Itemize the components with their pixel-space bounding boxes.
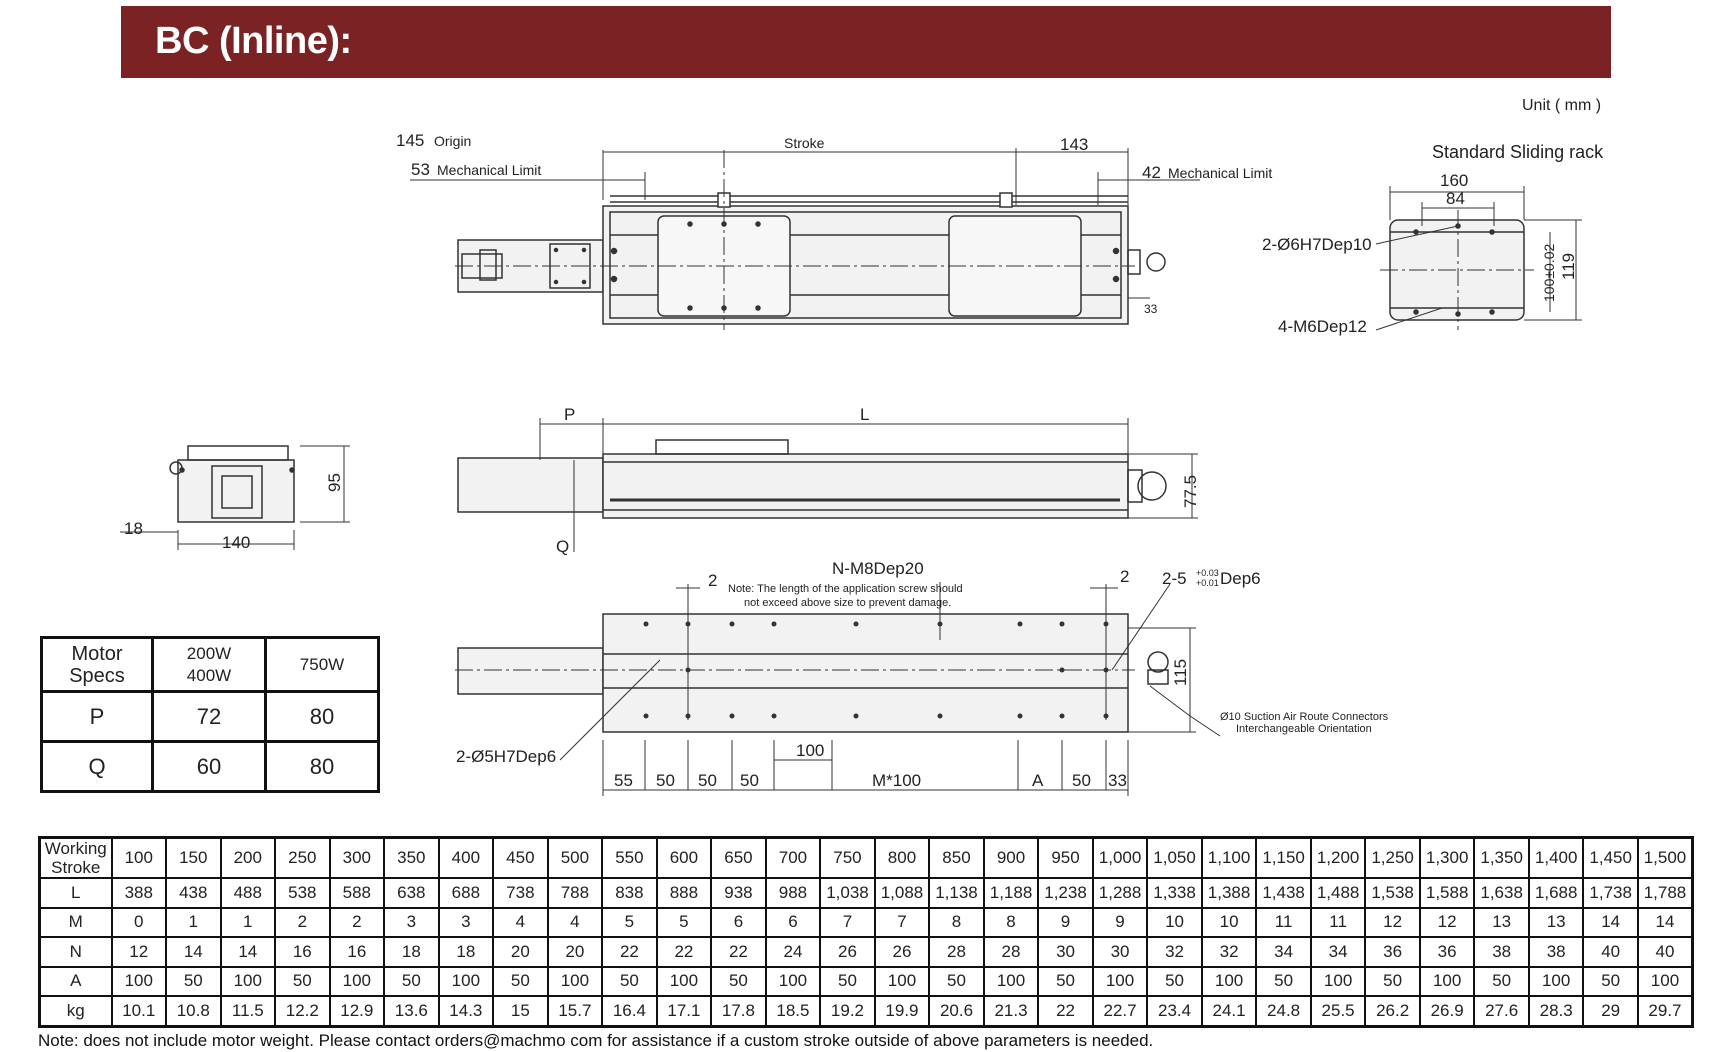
spec-cell: 1 <box>221 908 276 938</box>
spec-cell: 400 <box>439 838 494 879</box>
spec-cell: 22 <box>602 937 657 967</box>
p-750w-value: 80 <box>266 692 379 742</box>
spec-cell: 18 <box>439 937 494 967</box>
spec-cell: 988 <box>766 878 821 908</box>
spec-cell: 14 <box>166 937 221 967</box>
pin-right-prefix: 2-5 <box>1162 569 1187 588</box>
spec-cell: 50 <box>493 967 548 997</box>
spec-cell: 100 <box>1638 967 1693 997</box>
spec-cell: 50 <box>166 967 221 997</box>
spec-cell: 3 <box>384 908 439 938</box>
spec-cell: 50 <box>820 967 875 997</box>
spec-cell: 24.8 <box>1256 996 1311 1026</box>
q-200-400w-value: 60 <box>153 742 266 792</box>
stroke-label: Stroke <box>784 135 825 151</box>
spec-cell: 1,288 <box>1093 878 1148 908</box>
spec-row-label: A <box>40 967 112 997</box>
spec-cell: 1,150 <box>1256 838 1311 879</box>
spec-cell: 100 <box>1420 967 1475 997</box>
spec-cell: 18.5 <box>766 996 821 1026</box>
spec-cell: 50 <box>1147 967 1202 997</box>
bottom-dim-33: 33 <box>1108 771 1127 790</box>
spec-cell: 29.7 <box>1638 996 1693 1026</box>
spec-cell: 1,688 <box>1529 878 1584 908</box>
spec-cell: 32 <box>1147 937 1202 967</box>
spec-cell: 650 <box>711 838 766 879</box>
air-line-1: Ø10 Suction Air Route Connectors <box>1220 711 1389 723</box>
spec-cell: 538 <box>275 878 330 908</box>
spec-cell: 15.7 <box>548 996 603 1026</box>
spec-cell: 888 <box>657 878 712 908</box>
spec-cell: 16.4 <box>602 996 657 1026</box>
spec-cell: 500 <box>548 838 603 879</box>
spec-cell: 0 <box>112 908 167 938</box>
spec-cell: 30 <box>1038 937 1093 967</box>
spec-cell: 588 <box>330 878 385 908</box>
dim-100: 100 <box>796 741 825 760</box>
spec-cell: 10 <box>1202 908 1257 938</box>
spec-cell: 20.6 <box>929 996 984 1026</box>
bottom-dim-55: 55 <box>614 771 633 790</box>
spec-cell: 34 <box>1256 937 1311 967</box>
spec-cell: 16 <box>330 937 385 967</box>
spec-cell: 24.1 <box>1202 996 1257 1026</box>
spec-cell: 11 <box>1256 908 1311 938</box>
spec-cell: 900 <box>984 838 1039 879</box>
spec-cell: 850 <box>929 838 984 879</box>
spec-cell: 800 <box>875 838 930 879</box>
spec-cell: 21.3 <box>984 996 1039 1026</box>
bottom-dim-m100: M*100 <box>872 771 922 790</box>
spec-cell: 450 <box>493 838 548 879</box>
spec-cell: 12 <box>112 937 167 967</box>
spec-row-label: L <box>40 878 112 908</box>
spec-cell: 17.8 <box>711 996 766 1026</box>
spec-cell: 36 <box>1420 937 1475 967</box>
bottom-dim-50-b: 50 <box>698 771 717 790</box>
spec-cell: 388 <box>112 878 167 908</box>
p-label: P <box>564 405 576 424</box>
spec-cell: 11.5 <box>221 996 276 1026</box>
motor-200-400w-header: 200W 400W <box>153 638 266 692</box>
spec-cell: 700 <box>766 838 821 879</box>
spec-cell: 50 <box>384 967 439 997</box>
spec-cell: 8 <box>929 908 984 938</box>
spec-cell: 22 <box>1038 996 1093 1026</box>
spec-row-a <box>40 967 1693 997</box>
spec-cell: 50 <box>1038 967 1093 997</box>
spec-cell: 550 <box>602 838 657 879</box>
mech-limit-right-dim: 42 <box>1142 163 1161 182</box>
p-200-400w-value: 72 <box>153 692 266 742</box>
spec-cell: 100 <box>766 967 821 997</box>
spec-cell: 14 <box>221 937 276 967</box>
spec-cell: 1,050 <box>1147 838 1202 879</box>
unit-label: Unit ( mm ) <box>1522 97 1602 114</box>
bottom-dim-50-c: 50 <box>740 771 759 790</box>
spec-cell: 9 <box>1093 908 1148 938</box>
end-width-dim: 140 <box>222 533 251 552</box>
spec-cell: 1,400 <box>1529 838 1584 879</box>
spec-cell: 1,638 <box>1474 878 1529 908</box>
page-title: BC (Inline): <box>155 20 352 62</box>
motor-specs-header: Motor Specs <box>42 638 153 692</box>
spec-cell: 1 <box>166 908 221 938</box>
spec-cell: 19.2 <box>820 996 875 1026</box>
spec-cell: 24 <box>766 937 821 967</box>
spec-cell: 18 <box>384 937 439 967</box>
spec-cell: 950 <box>1038 838 1093 879</box>
spec-cell: 1,088 <box>875 878 930 908</box>
spec-cell: 10 <box>1147 908 1202 938</box>
spec-cell: 12 <box>1365 908 1420 938</box>
spec-cell: 1,488 <box>1311 878 1366 908</box>
spec-cell: 5 <box>602 908 657 938</box>
spec-cell: 1,500 <box>1638 838 1693 879</box>
air-line-2: Interchangeable Orientation <box>1236 723 1372 735</box>
pin-right-suffix: Dep6 <box>1220 569 1261 588</box>
spec-cell: 100 <box>1093 967 1148 997</box>
spec-cell: 1,300 <box>1420 838 1475 879</box>
spec-cell: 1,338 <box>1147 878 1202 908</box>
q-row-label: Q <box>42 742 153 792</box>
spec-cell: 100 <box>984 967 1039 997</box>
spec-cell: 38 <box>1529 937 1584 967</box>
spec-cell: 13 <box>1529 908 1584 938</box>
spec-cell: 1,438 <box>1256 878 1311 908</box>
q-750w-value: 80 <box>266 742 379 792</box>
origin-label: Origin <box>434 133 472 149</box>
spec-cell: 488 <box>221 878 276 908</box>
spec-cell: 688 <box>439 878 494 908</box>
spec-cell: 17.1 <box>657 996 712 1026</box>
spec-cell: 19.9 <box>875 996 930 1026</box>
mech-limit-right-label: Mechanical Limit <box>1168 165 1273 181</box>
spec-row-label: N <box>40 937 112 967</box>
right-dim: 143 <box>1060 135 1089 154</box>
spec-cell: 100 <box>548 967 603 997</box>
spec-cell: 100 <box>112 838 167 879</box>
spec-cell: 50 <box>1583 967 1638 997</box>
spec-cell: 20 <box>548 937 603 967</box>
mech-limit-left-dim: 53 <box>411 160 430 179</box>
spec-cell: 14 <box>1583 908 1638 938</box>
spec-cell: 12.2 <box>275 996 330 1026</box>
spec-cell: 1,000 <box>1093 838 1148 879</box>
rack-height-inner: 100±0.02 <box>1541 243 1557 302</box>
spec-cell: 2 <box>330 908 385 938</box>
spec-cell: 750 <box>820 838 875 879</box>
spec-cell: 7 <box>820 908 875 938</box>
spec-cell: 50 <box>1256 967 1311 997</box>
pin-left-label: 2-Ø5H7Dep6 <box>456 747 557 766</box>
spec-cell: 29 <box>1583 996 1638 1026</box>
spec-cell: 7 <box>875 908 930 938</box>
sliding-rack-title: Standard Sliding rack <box>1432 142 1604 162</box>
note-line-1: Note: The length of the application screw should <box>728 583 963 595</box>
spec-cell: 200 <box>221 838 276 879</box>
spec-cell: 22.7 <box>1093 996 1148 1026</box>
spec-row-n <box>40 937 1693 967</box>
spec-cell: 50 <box>1474 967 1529 997</box>
spec-cell: 8 <box>984 908 1039 938</box>
spec-cell: 40 <box>1638 937 1693 967</box>
side-view <box>458 418 1198 552</box>
spec-cell: 16 <box>275 937 330 967</box>
spec-cell: 100 <box>1529 967 1584 997</box>
spec-row-working-stroke <box>40 838 1693 879</box>
rack-height-outer: 119 <box>1559 252 1578 280</box>
spec-cell: 34 <box>1311 937 1366 967</box>
l-label: L <box>860 405 870 424</box>
spec-cell: 6 <box>766 908 821 938</box>
spec-row-label: Working Stroke <box>40 838 112 879</box>
spec-cell: 2 <box>275 908 330 938</box>
spec-cell: 938 <box>711 878 766 908</box>
connector-dim: 33 <box>1144 302 1158 316</box>
spec-cell: 1,450 <box>1583 838 1638 879</box>
spec-row-m <box>40 908 1693 938</box>
spec-cell: 838 <box>602 878 657 908</box>
spec-cell: 30 <box>1093 937 1148 967</box>
spec-cell: 1,200 <box>1311 838 1366 879</box>
spec-cell: 1,250 <box>1365 838 1420 879</box>
spec-cell: 5 <box>657 908 712 938</box>
spec-cell: 638 <box>384 878 439 908</box>
spec-cell: 27.6 <box>1474 996 1529 1026</box>
spec-cell: 28.3 <box>1529 996 1584 1026</box>
spec-cell: 20 <box>493 937 548 967</box>
spec-cell: 1,100 <box>1202 838 1257 879</box>
spec-cell: 28 <box>984 937 1039 967</box>
spec-cell: 14.3 <box>439 996 494 1026</box>
spec-cell: 50 <box>1365 967 1420 997</box>
spec-cell: 22 <box>711 937 766 967</box>
spec-cell: 50 <box>602 967 657 997</box>
spec-cell: 10.8 <box>166 996 221 1026</box>
spec-cell: 32 <box>1202 937 1257 967</box>
pin-right-tol-top: +0.03 <box>1196 568 1219 578</box>
dim-115: 115 <box>1171 658 1190 686</box>
spec-row-label: M <box>40 908 112 938</box>
rack-hole-a: 2-Ø6H7Dep10 <box>1262 235 1372 254</box>
spec-row-kg <box>40 996 1693 1026</box>
spec-cell: 1,038 <box>820 878 875 908</box>
side-height-dim: 77.5 <box>1181 474 1200 508</box>
spec-cell: 100 <box>439 967 494 997</box>
spec-cell: 50 <box>711 967 766 997</box>
spec-cell: 1,388 <box>1202 878 1257 908</box>
spec-cell: 11 <box>1311 908 1366 938</box>
q-label: Q <box>556 537 570 556</box>
spec-cell: 12 <box>1420 908 1475 938</box>
spec-cell: 25.5 <box>1311 996 1366 1026</box>
spec-cell: 1,788 <box>1638 878 1693 908</box>
spec-cell: 438 <box>166 878 221 908</box>
spec-cell: 3 <box>439 908 494 938</box>
spec-cell: 100 <box>330 967 385 997</box>
spec-cell: 100 <box>1202 967 1257 997</box>
bottom-view <box>455 582 1220 796</box>
bottom-dim-50-a: 50 <box>656 771 675 790</box>
spec-cell: 26.2 <box>1365 996 1420 1026</box>
spec-cell: 13 <box>1474 908 1529 938</box>
spec-cell: 26 <box>820 937 875 967</box>
spec-cell: 300 <box>330 838 385 879</box>
spec-cell: 10.1 <box>112 996 167 1026</box>
spec-cell: 1,738 <box>1583 878 1638 908</box>
spec-cell: 100 <box>221 967 276 997</box>
dim-2-left: 2 <box>708 571 718 590</box>
bottom-dim-a: A <box>1032 771 1044 790</box>
spec-cell: 600 <box>657 838 712 879</box>
end-height-dim: 95 <box>325 473 344 492</box>
spec-cell: 100 <box>657 967 712 997</box>
note-line-2: not exceed above size to prevent damage. <box>744 597 952 609</box>
spec-cell: 13.6 <box>384 996 439 1026</box>
spec-cell: 100 <box>875 967 930 997</box>
rack-width-outer: 160 <box>1440 171 1469 190</box>
origin-dim: 145 <box>396 131 425 150</box>
spec-cell: 14 <box>1638 908 1693 938</box>
spec-cell: 50 <box>929 967 984 997</box>
mech-limit-left-label: Mechanical Limit <box>437 162 542 178</box>
spec-cell: 26 <box>875 937 930 967</box>
rack-hole-b: 4-M6Dep12 <box>1278 317 1367 336</box>
spec-cell: 4 <box>493 908 548 938</box>
footer-note: Note: does not include motor weight. Please contact orders@machmo com for assistance if a custom stroke outside of above parameters is needed. <box>38 1031 1154 1050</box>
bottom-dim-50-d: 50 <box>1072 771 1091 790</box>
spec-cell: 23.4 <box>1147 996 1202 1026</box>
spec-cell: 250 <box>275 838 330 879</box>
spec-row-l <box>40 878 1693 908</box>
rack-width-inner: 84 <box>1446 189 1465 208</box>
spec-cell: 738 <box>493 878 548 908</box>
spec-row-label: kg <box>40 996 112 1026</box>
p-row-label: P <box>42 692 153 742</box>
end-offset-dim: 18 <box>124 519 143 538</box>
spec-cell: 15 <box>493 996 548 1026</box>
spec-cell: 100 <box>1311 967 1366 997</box>
spec-cell: 9 <box>1038 908 1093 938</box>
spec-cell: 1,588 <box>1420 878 1475 908</box>
spec-cell: 4 <box>548 908 603 938</box>
spec-cell: 38 <box>1474 937 1529 967</box>
stroke-specification-table <box>38 836 1694 1028</box>
spec-cell: 1,238 <box>1038 878 1093 908</box>
motor-750w-header: 750W <box>266 638 379 692</box>
motor-specs-table <box>40 636 380 793</box>
spec-cell: 100 <box>112 967 167 997</box>
spec-cell: 28 <box>929 937 984 967</box>
spec-cell: 40 <box>1583 937 1638 967</box>
spec-cell: 1,538 <box>1365 878 1420 908</box>
spec-cell: 6 <box>711 908 766 938</box>
spec-cell: 788 <box>548 878 603 908</box>
spec-cell: 26.9 <box>1420 996 1475 1026</box>
spec-cell: 36 <box>1365 937 1420 967</box>
pin-right-tol-bottom: +0.01 <box>1196 578 1219 588</box>
spec-cell: 150 <box>166 838 221 879</box>
spec-cell: 1,188 <box>984 878 1039 908</box>
spec-cell: 350 <box>384 838 439 879</box>
spec-cell: 1,138 <box>929 878 984 908</box>
spec-cell: 12.9 <box>330 996 385 1026</box>
spec-cell: 22 <box>657 937 712 967</box>
spec-cell: 1,350 <box>1474 838 1529 879</box>
tap-label: N-M8Dep20 <box>832 559 924 578</box>
spec-cell: 50 <box>275 967 330 997</box>
dim-2-right: 2 <box>1120 567 1130 586</box>
